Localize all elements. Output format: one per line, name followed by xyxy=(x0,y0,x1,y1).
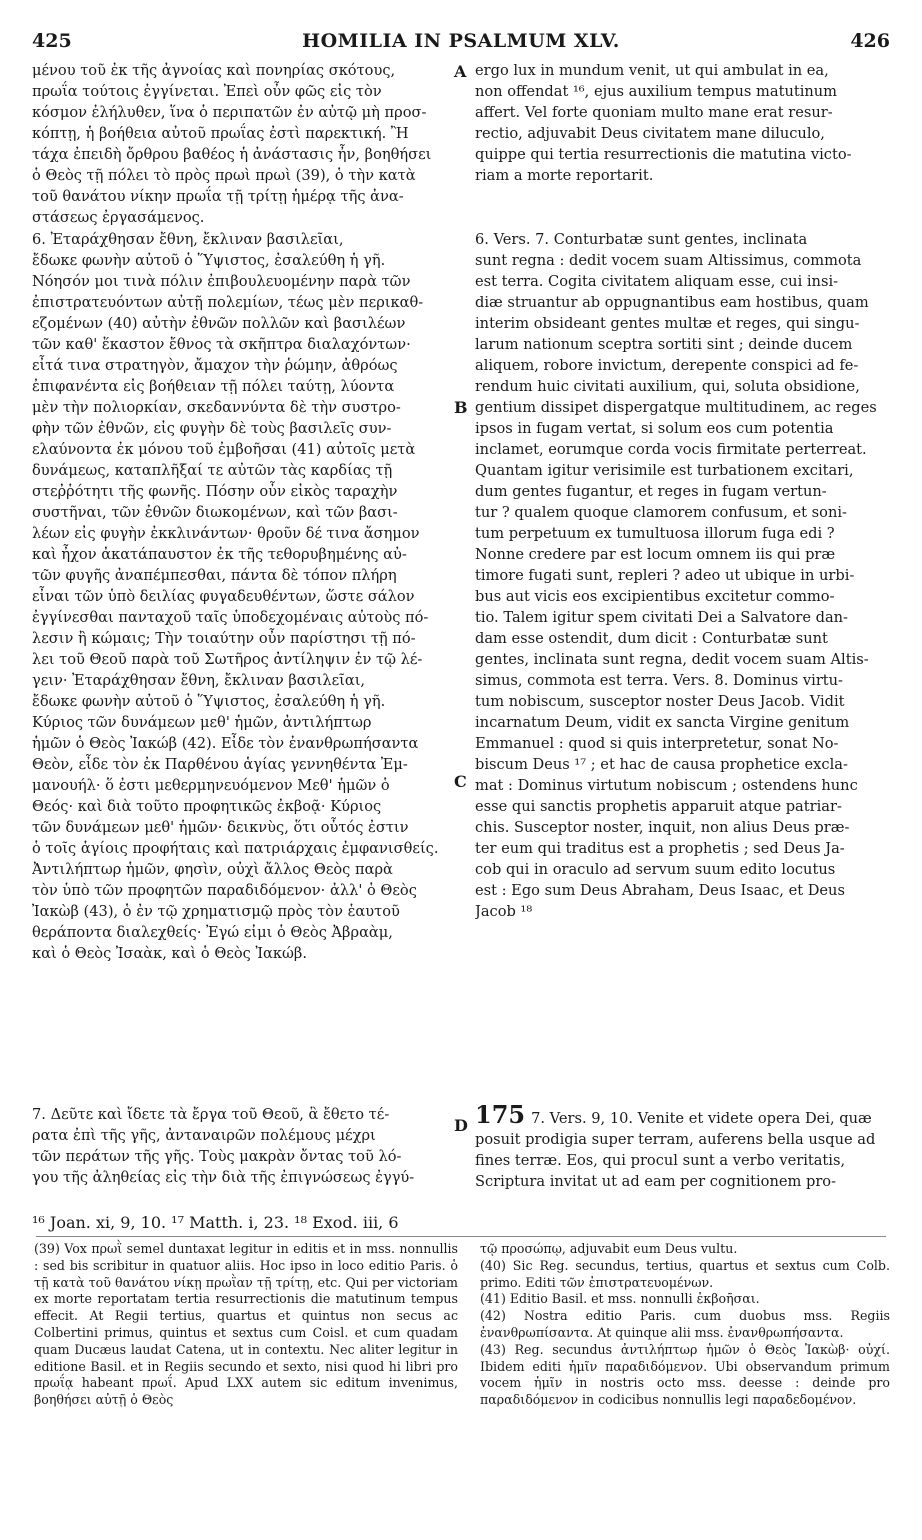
greek-text-line: τῶν καθ' ἕκαστον ἔθνος τὰ σκῆπτρα διαλαχόντων· xyxy=(32,336,411,353)
latin-text-line: rendum huic civitati auxilium, qui, soluta obsidione, xyxy=(475,378,860,395)
notes-right-column xyxy=(480,1241,890,1409)
greek-text-line: Νόησόν μοι τινὰ πόλιν ἐπιβουλευομένην παρὰ τῶν xyxy=(32,273,411,290)
greek-text-line: ελαύνοντα ἐκ μόνου τοῦ ἐμβοῆσαι (41) αὐτοῖς μετὰ xyxy=(32,441,416,458)
running-title: HOMILIA IN PSALMUM XLV. xyxy=(302,30,620,52)
latin-text-line: gentium dissipet dispergatque multitudinem, ac reges xyxy=(475,399,877,416)
critical-note: (41) Editio Basil. et mss. nonnulli ἐκβοῆσαι. xyxy=(480,1291,760,1307)
greek-text-line: λει τοῦ Θεοῦ παρὰ τοῦ Σωτῆρος ἀντίληψιν ἐν τῷ λέ- xyxy=(32,651,423,668)
column-number: 175 xyxy=(475,1104,526,1129)
latin-text-line: non offendat ¹⁶, ejus auxilium tempus matutinum xyxy=(475,83,838,100)
latin-text-line: rectio, adjuvabit Deus civitatem mane diluculo, xyxy=(475,125,825,142)
latin-text-line: aliquem, robore invictum, derepente conspici ad fe- xyxy=(475,357,859,374)
latin-text-line: dam esse ostendit, dum dicit : Conturbatæ sunt xyxy=(475,630,828,647)
greek-text-line: ἐγγίνεσθαι πανταχοῦ ταῖς ὑποδεχομέναις αὐτοὺς πό- xyxy=(32,609,429,626)
latin-text-line: affert. Vel forte quoniam multo mane erat resur- xyxy=(475,104,833,121)
latin-text-line xyxy=(475,1171,891,1192)
greek-text-line: Ἰακὼβ (43), ὁ ἐν τῷ χρηματισμῷ πρὸς τὸν ἑαυτοῦ xyxy=(32,903,400,920)
latin-text-line: Jacob ¹⁸ xyxy=(475,903,533,920)
latin-text-line: gentes, inclinata sunt regna, dedit vocem suam Altis- xyxy=(475,651,869,668)
greek-text-line: εἶτά τινα στρατηγὸν, ἄμαχον τὴν ῥώμην, ἀθρόως xyxy=(32,357,398,374)
latin-text-line: est terra. Cogita civitatem aliquam esse, cui insi- xyxy=(475,273,839,290)
greek-text-line: ὁ Θεὸς τῇ πόλει τὸ πρὸς πρωὶ πρωὶ (39), ὁ τὴν κατὰ xyxy=(32,167,416,184)
section-marker-b: B xyxy=(454,398,468,417)
critical-note: (43) Reg. secundus ἀντιλήπτωρ ἡμῶν ὁ Θεὸς Ἰακὼβ· οὐχί. Ibidem editi ἡμῖν παραδιδόμενον. Ubi observandum primum vocem ἡμῖν in nostris octo mss. deesse : deinde pro παραδιδόμενον in codicibus nonnullis legi παραδεδομένον. xyxy=(480,1341,890,1408)
latin-text-line: simus, commota est terra. Vers. 8. Dominus virtu- xyxy=(475,672,843,689)
latin-text-line: bus aut vicis eos excipientibus excitetur commo- xyxy=(475,588,835,605)
greek-text-line: εἶναι τῶν ὑπὸ δειλίας φυγαδευθέντων, ὥστε σάλον xyxy=(32,588,415,605)
notes-divider xyxy=(36,1236,886,1237)
greek-text-line: στάσεως ἐργασάμενος. xyxy=(32,209,205,226)
latin-text-line: Emmanuel : quod si quis interpretetur, sonat No- xyxy=(475,735,839,752)
greek-text-line: πρωΐα τούτοις ἐγγίνεται. Ἐπεὶ οὖν φῶς εἰς τὸν xyxy=(32,83,382,100)
greek-text-line: καὶ ὁ Θεὸς Ἰσαὰκ, καὶ ὁ Θεὸς Ἰακώβ. xyxy=(32,945,308,962)
section-marker-a: A xyxy=(454,62,467,81)
latin-text-line: timore fugati sunt, repleri ? adeo ut ubique in urbi- xyxy=(475,567,855,584)
greek-text-line: Θεὸν, εἶδε τὸν ἐκ Παρθένου ἁγίας γεννηθέντα Ἐμ- xyxy=(32,756,408,773)
page-number-left: 425 xyxy=(32,30,72,52)
latin-text-line: ergo lux in mundum venit, ut qui ambulat in ea, xyxy=(475,62,829,79)
greek-text-block-2 xyxy=(32,229,450,964)
greek-text-line: ἔδωκε φωνὴν αὐτοῦ ὁ Ὕψιστος, ἐσαλεύθη ἡ γῆ. xyxy=(32,693,386,710)
latin-text-line: dum gentes fugantur, et reges in fugam vertun- xyxy=(475,483,827,500)
latin-text-line: tio. Talem igitur spem civitati Dei a Salvatore dan- xyxy=(475,609,848,626)
greek-text-line: ὁ τοῖς ἁγίοις προφήταις καὶ πατριάρχαις ἐμφανισθείς. xyxy=(32,840,439,857)
greek-text-line: λέων εἰς φυγὴν ἐκκλινάντων· θροῦν δέ τινα ἄσημον xyxy=(32,525,420,542)
latin-text-line: mat : Dominus virtutum nobiscum ; ostendens hunc xyxy=(475,777,858,794)
greek-text-line: κόσμον ἐλήλυθεν, ἵνα ὁ περιπατῶν ἐν αὐτῷ μὴ προσ- xyxy=(32,104,427,121)
greek-text-block-1 xyxy=(32,60,450,228)
greek-text-line: ἡμῶν ὁ Θεὸς Ἰακώβ (42). Εἶδε τὸν ἐνανθρωπήσαντα xyxy=(32,735,419,752)
greek-text-line: φὴν τῶν ἐθνῶν, εἰς φυγὴν δὲ τοὺς βασιλεῖς συν- xyxy=(32,420,392,437)
footnote-references: ¹⁶ Joan. xi, 9, 10. ¹⁷ Matth. i, 23. ¹⁸ Exod. iii, 6 xyxy=(32,1213,399,1232)
latin-text-line: tum nobiscum, susceptor noster Deus Jacob. Vidit xyxy=(475,693,845,710)
latin-text-line: Nonne credere par est locum omnem iis qui præ xyxy=(475,546,836,563)
latin-text-line: interim obsideant gentes multæ et reges, qui singu- xyxy=(475,315,860,332)
critical-note: τῷ προσώπῳ, adjuvabit eum Deus vultu. xyxy=(480,1241,738,1256)
critical-note: (40) Sic Reg. secundus, tertius, quartus et sextus cum Colb. primo. Editi τῶν ἐπιστρατευομένων. xyxy=(480,1257,890,1290)
latin-line-text: Scriptura invitat ut ad eam per cognitionem pro- xyxy=(475,1173,837,1190)
section-marker-d: D xyxy=(454,1116,468,1135)
greek-text-line: μὲν τὴν πολιορκίαν, σκεδαννύντα δὲ τὴν συστρο- xyxy=(32,399,401,416)
latin-text-line xyxy=(475,1150,891,1171)
latin-text-line: sunt regna : dedit vocem suam Altissimus, commota xyxy=(475,252,862,269)
greek-text-line: γου τῆς ἀληθείας εἰς τὴν διὰ τῆς ἐπιγνώσεως ἐγγύ- xyxy=(32,1169,415,1186)
greek-text-line: ἐπιστρατευόντων αὐτῇ πολεμίων, τέως μὲν περικαθ- xyxy=(32,294,424,311)
greek-text-line: Κύριος τῶν δυνάμεων μεθ' ἡμῶν, ἀντιλήπτωρ xyxy=(32,714,372,731)
latin-line-text: 7. Vers. 9, 10. Venite et videte opera Dei, quæ xyxy=(531,1110,872,1127)
latin-text-line: ter eum qui traditus est a prophetis ; sed Deus Ja- xyxy=(475,840,845,857)
latin-line-text: fines terræ. Eos, qui procul sunt a verbo veritatis, xyxy=(475,1152,846,1169)
greek-text-line: ρατα ἐπὶ τῆς γῆς, ἀνταναιρῶν πολέμους μέχρι xyxy=(32,1127,376,1144)
latin-text-line: ipsos in fugam vertat, si solum eos cum potentia xyxy=(475,420,834,437)
greek-text-line: Ἀντιλήπτωρ ἡμῶν, φησὶν, οὐχὶ ἄλλος Θεὸς παρὰ xyxy=(32,861,393,878)
greek-text-line: τῶν δυνάμεων μεθ' ἡμῶν· δεικνὺς, ὅτι οὗτός ἐστιν xyxy=(32,819,409,836)
page-header xyxy=(32,30,890,56)
greek-text-line: λεσιν ἢ κώμαις; Τὴν τοιαύτην οὖν παρίστησι τῇ πό- xyxy=(32,630,416,647)
latin-text-block-1 xyxy=(475,60,891,186)
critical-note: (42) Nostra editio Paris. cum duobus mss. Regiis ἐνανθρωπίσαντα. At quinque alii mss. ἐνανθρωπήσαντα. xyxy=(480,1308,890,1340)
section-marker-c: C xyxy=(454,772,467,791)
greek-text-line: τάχα ἐπειδὴ ὄρθρου βαθέος ἡ ἀνάστασις ἦν, βοηθήσει xyxy=(32,146,432,163)
latin-text-line: est : Ego sum Deus Abraham, Deus Isaac, et Deus xyxy=(475,882,845,899)
greek-text-line: ἐπιφανέντα εἰς βοήθειαν τῇ πόλει ταύτῃ, λύοντα xyxy=(32,378,395,395)
greek-text-line: τὸν ὑπὸ τῶν προφητῶν παραδιδόμενον· ἀλλ' ὁ Θεὸς xyxy=(32,882,417,899)
greek-text-line: κόπτῃ, ἡ βοήθεια αὐτοῦ πρωΐας ἐστὶ παρεκτική. Ἢ xyxy=(32,125,409,142)
greek-text-line: 7. Δεῦτε καὶ ἴδετε τὰ ἔργα τοῦ Θεοῦ, ἃ ἔθετο τέ- xyxy=(32,1106,390,1123)
greek-text-line: Θεός· καὶ διὰ τοῦτο προφητικῶς ἐκβοᾷ· Κύριος xyxy=(32,798,382,815)
greek-text-line: τοῦ θανάτου νίκην πρωΐα τῇ τρίτῃ ἡμέρᾳ τῆς ἀνα- xyxy=(32,188,404,205)
critical-note: (39) Vox πρωῒ semel duntaxat legitur in editis et in mss. nonnullis : sed bis scribitur in quatuor aliis. Hoc ipso in loco editio Paris. ὁ τῇ κατὰ τοῦ θανάτου νίκῃ πρωῒαν τῇ τρίτῃ, etc. Qui per victoriam ex morte reportatam tertia resurrectionis die matutinum tempus effecit. At Regii tertius, quartus et quintus non secus ac Colbertini primus, quintus et sextus cum Coisl. et cum quadam quam Ducæus laudat Catena, ut in contextu. Nec aliter legitur in editione Basil. et in Regiis secundo et sexto, nisi quod hi libri pro πρωΐᾳ habeant πρωΐ. Apud LXX autem sic editum invenimus, βοηθήσει αὐτῇ ὁ Θεὸς xyxy=(34,1241,458,1408)
latin-text-line: cob qui in oraculo ad servum suum edito locutus xyxy=(475,861,836,878)
latin-text-line: larum nationum sceptra sortiti sint ; deinde ducem xyxy=(475,336,853,353)
latin-text-line: biscum Deus ¹⁷ ; et hac de causa prophetice excla- xyxy=(475,756,848,773)
latin-text-line: 6. Vers. 7. Conturbatæ sunt gentes, inclinata xyxy=(475,231,808,248)
greek-text-line: μένου τοῦ ἐκ τῆς ἀγνοίας καὶ πονηρίας σκότους, xyxy=(32,62,396,79)
latin-text-line xyxy=(475,1129,891,1150)
greek-text-line: θεράποντα διαλεχθείς· Ἐγώ εἰμι ὁ Θεὸς Ἀβραὰμ, xyxy=(32,924,393,941)
latin-text-line: quippe qui tertia resurrectionis die matutina victo- xyxy=(475,146,852,163)
latin-text-line: riam a morte reportarit. xyxy=(475,167,654,184)
latin-text-line: tur ? qualem quoque clamorem confusum, et soni- xyxy=(475,504,847,521)
page-number-right: 426 xyxy=(850,30,890,52)
latin-text-line: diæ struantur ab oppugnantibus eam hostibus, quam xyxy=(475,294,869,311)
latin-text-line: chis. Susceptor noster, inquit, non alius Deus præ- xyxy=(475,819,850,836)
latin-text-line: incarnatum Deum, vidit ex sancta Virgine genitum xyxy=(475,714,850,731)
notes-left-column xyxy=(34,1241,458,1409)
latin-text-block-3 xyxy=(475,1104,891,1192)
greek-text-block-3 xyxy=(32,1104,450,1188)
greek-text-line: εζομένων (40) αὐτὴν ἐθνῶν πολλῶν καὶ βασιλέων xyxy=(32,315,406,332)
greek-text-line: τῶν περάτων τῆς γῆς. Τοὺς μακρὰν ὄντας τοῦ λό- xyxy=(32,1148,402,1165)
greek-text-line: καὶ ἦχον ἀκατάπαυστον ἐκ τῆς τεθορυβημένης αὐ- xyxy=(32,546,407,563)
greek-text-line: μανουήλ· ὅ ἐστι μεθερμηνευόμενον Μεθ' ἡμῶν ὁ xyxy=(32,777,390,794)
latin-text-line: inclamet, eorumque corda vocis firmitate perterreat. xyxy=(475,441,867,458)
greek-text-line: τῶν φυγῆς ἀναπέμπεσθαι, πάντα δὲ τόπον πλήρη xyxy=(32,567,397,584)
greek-text-line: γειν· Ἐταράχθησαν ἔθνη, ἔκλιναν βασιλεῖαι, xyxy=(32,672,366,689)
greek-text-line: συστῆναι, τῶν ἐθνῶν διωκομένων, καὶ τῶν βασι- xyxy=(32,504,398,521)
greek-text-line: στεῤῥότητι τῆς φωνῆς. Πόσην οὖν εἰκὸς ταραχὴν xyxy=(32,483,398,500)
latin-text-line xyxy=(475,1104,891,1129)
greek-text-line: 6. Ἐταράχθησαν ἔθνη, ἔκλιναν βασιλεῖαι, xyxy=(32,231,344,248)
greek-text-line: δυνάμεως, καταπλῆξαί τε αὐτῶν τὰς καρδίας τῇ xyxy=(32,462,393,479)
latin-text-line: tum perpetuum ex tumultuosa illorum fuga edi ? xyxy=(475,525,835,542)
latin-text-line: esse qui sanctis prophetis apparuit atque patriar- xyxy=(475,798,842,815)
latin-line-text: posuit prodigia super terram, auferens bella usque ad xyxy=(475,1131,876,1148)
greek-text-line: ἔδωκε φωνὴν αὐτοῦ ὁ Ὕψιστος, ἐσαλεύθη ἡ γῆ. xyxy=(32,252,386,269)
latin-text-block-2 xyxy=(475,229,891,922)
latin-text-line: Quantam igitur verisimile est turbationem excitari, xyxy=(475,462,854,479)
